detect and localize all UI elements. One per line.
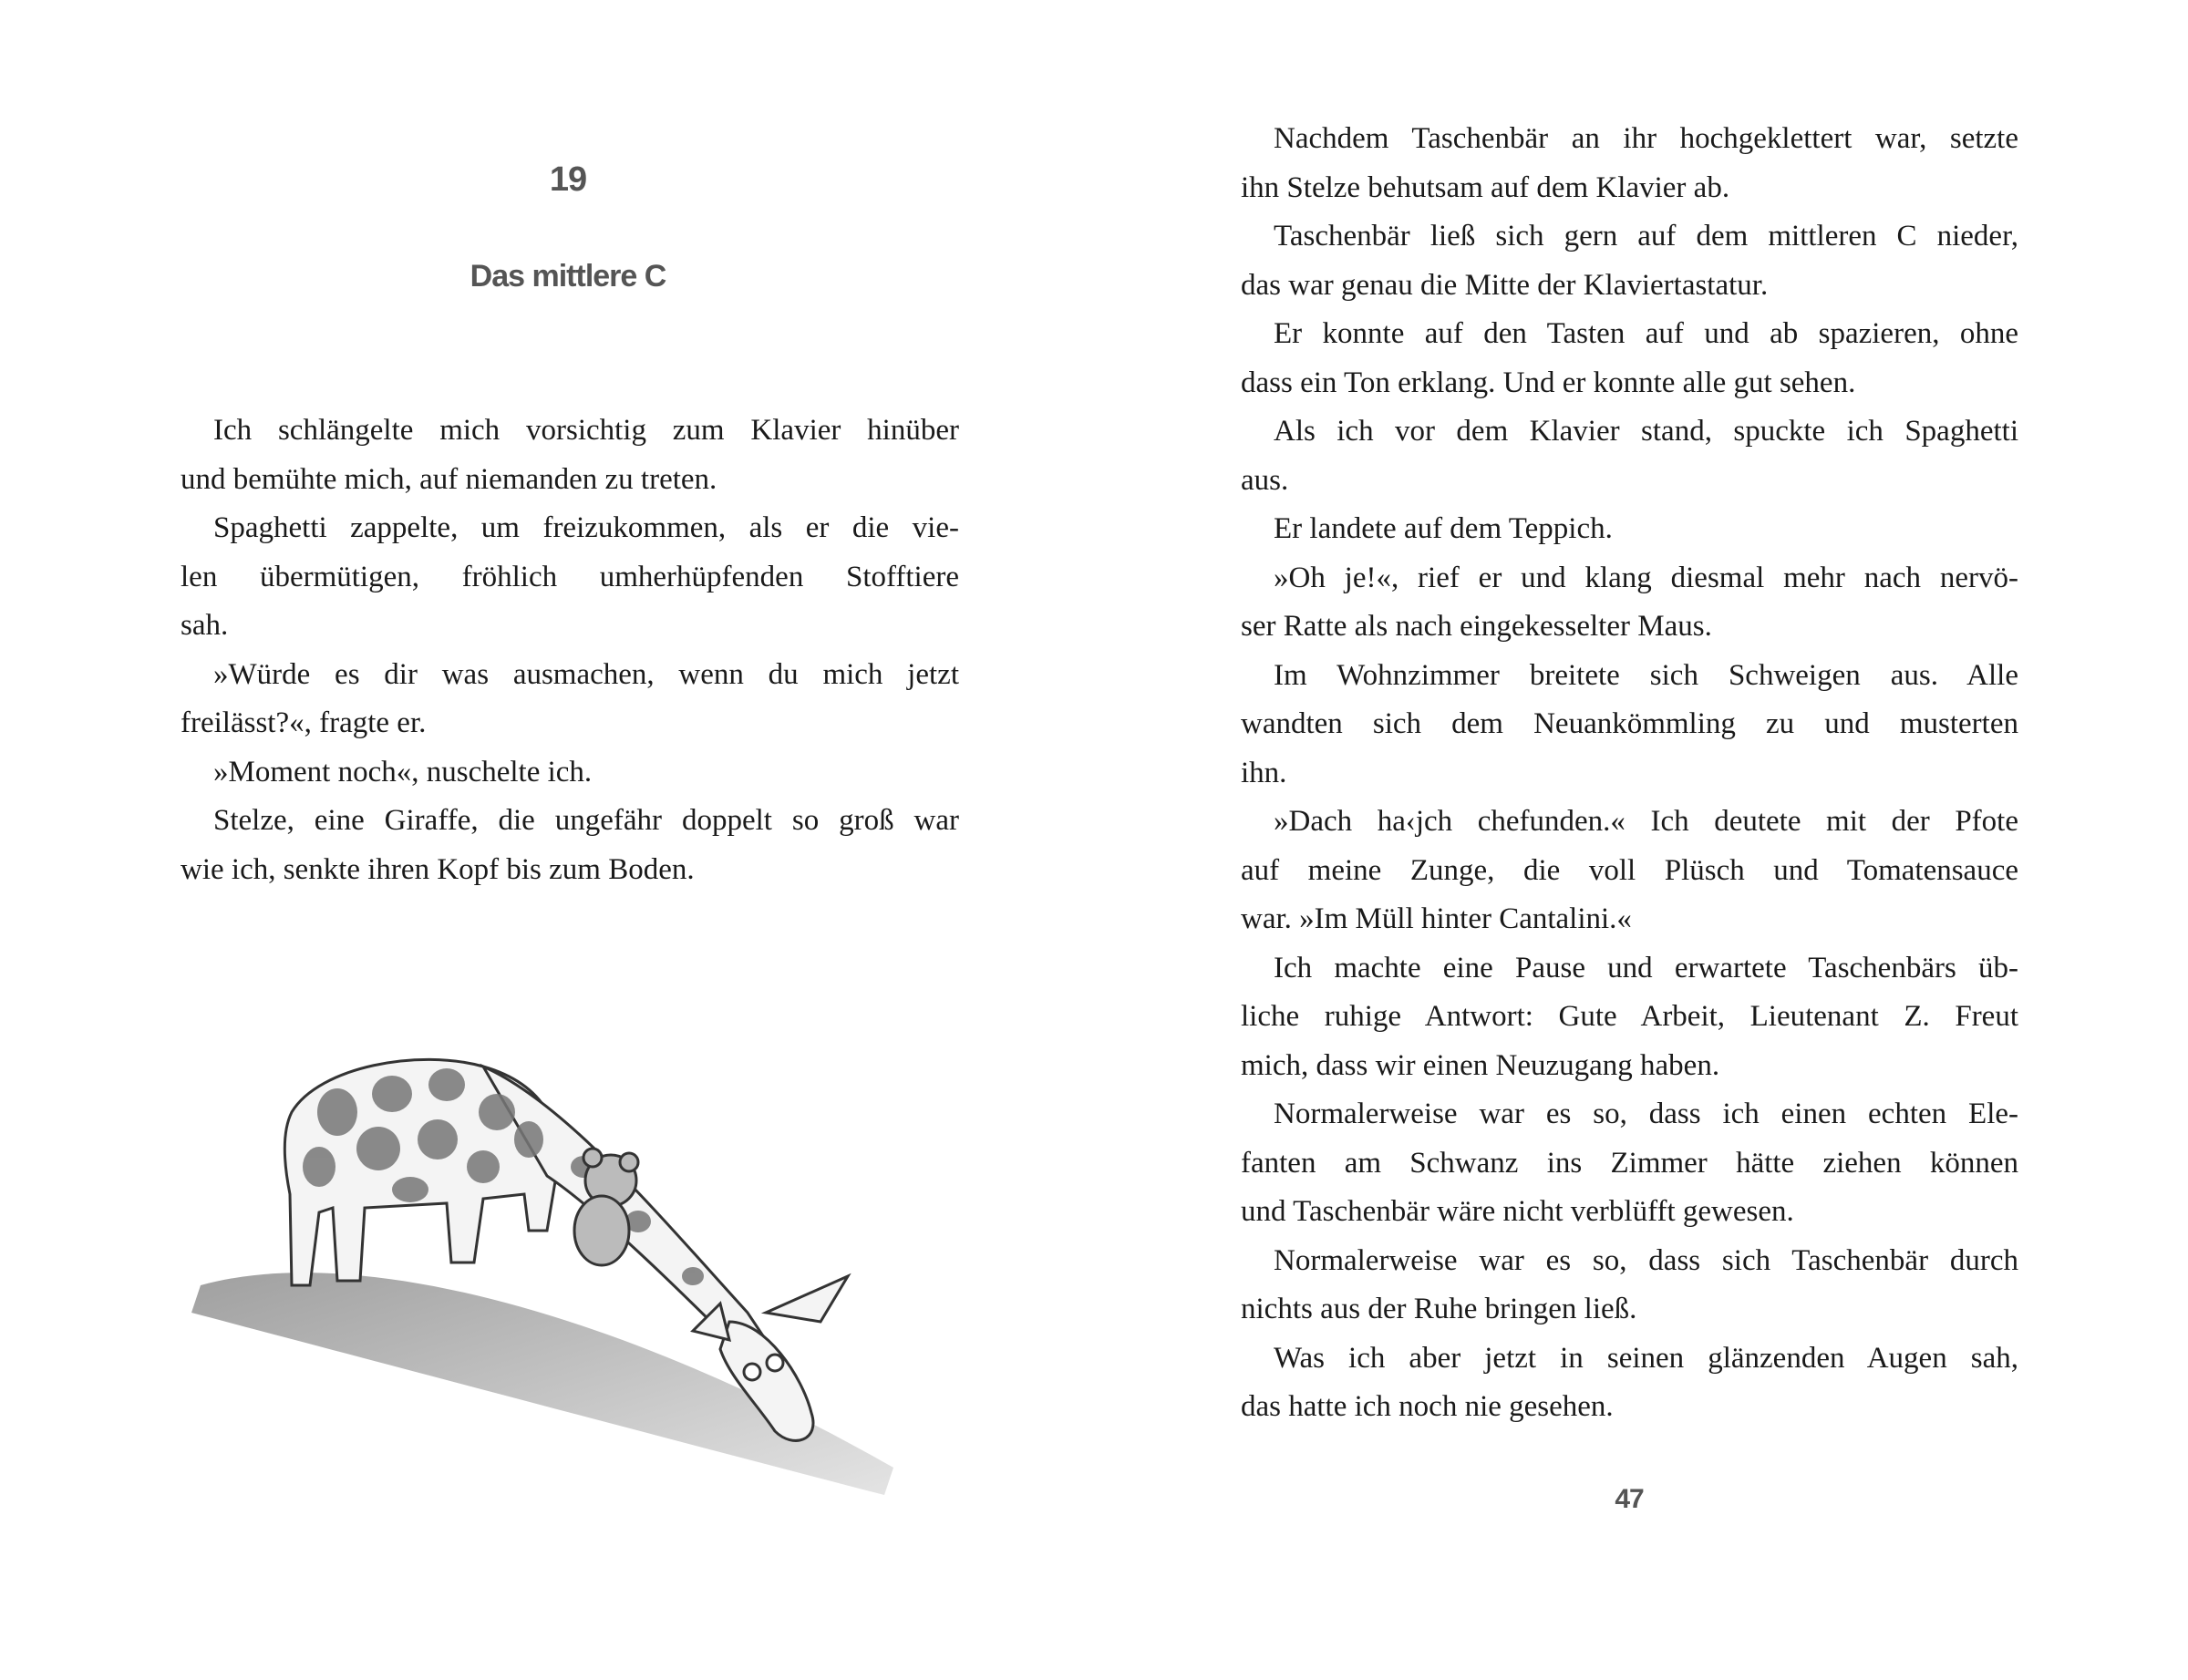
text-line: liche ruhige Antwort: Gute Arbeit, Lieutenant Z. Freut <box>1241 1000 2018 1033</box>
paragraph <box>1241 554 2018 652</box>
text-line: »Würde es dir was ausmachen, wenn du mich jetzt <box>213 657 959 691</box>
text-line: len übermütigen, fröhlich umherhüpfenden Stofftiere <box>181 560 959 593</box>
paragraph <box>181 748 959 798</box>
text-line: und bemühte mich, auf niemanden zu treten. <box>181 462 717 496</box>
text-line: Im Wohnzimmer breitete sich Schweigen aus. Alle <box>1274 658 2018 692</box>
text-line: ihn. <box>1241 756 1287 789</box>
text-line: fanten am Schwanz ins Zimmer hätte ziehen können <box>1241 1146 2018 1180</box>
paragraph <box>1241 310 2018 407</box>
text-line: Ich schlängelte mich vorsichtig zum Klavier hinüber <box>213 414 959 447</box>
text-line: Normalerweise war es so, dass sich Taschenbär durch <box>1274 1243 2018 1277</box>
text-line: »Dach ha‹jch chefunden.« Ich deutete mit der Pfote <box>1274 805 2018 838</box>
text-line: Als ich vor dem Klavier stand, spuckte ich Spaghetti <box>1274 415 2018 448</box>
text-line: Ich machte eine Pause und erwartete Taschenbärs üb- <box>1274 951 2018 984</box>
paragraph <box>181 407 959 504</box>
left-page-body <box>181 407 959 894</box>
text-line: war. »Im Müll hinter Cantalini.« <box>1241 902 1632 935</box>
paragraph <box>1241 944 2018 1091</box>
giraffe-illustration <box>182 1012 912 1504</box>
text-line: und Taschenbär wäre nicht verblüfft gewesen. <box>1241 1195 1794 1228</box>
paragraph <box>1241 505 2018 554</box>
text-line: »Oh je!«, rief er und klang diesmal mehr nach nervö- <box>1274 561 2018 594</box>
text-line: Spaghetti zappelte, um freizukommen, als er die vie- <box>213 511 959 544</box>
text-line: ihn Stelze behutsam auf dem Klavier ab. <box>1241 170 1730 204</box>
paragraph <box>1241 1335 2018 1432</box>
paragraph <box>181 651 959 748</box>
text-line: dass ein Ton erklang. Und er konnte alle gut sehen. <box>1241 366 1856 399</box>
paragraph <box>1241 407 2018 505</box>
text-line: mich, dass wir einen Neuzugang haben. <box>1241 1048 1720 1082</box>
text-line: ser Ratte als nach eingekesselter Maus. <box>1241 610 1712 643</box>
text-line: »Moment noch«, nuschelte ich. <box>213 755 593 788</box>
text-line: das hatte ich noch nie gesehen. <box>1241 1390 1614 1423</box>
right-page <box>1094 0 2188 1680</box>
paragraph <box>1241 1090 2018 1237</box>
chapter-number: 19 <box>549 160 587 199</box>
paragraph <box>181 504 959 651</box>
text-line: wie ich, senkte ihren Kopf bis zum Boden. <box>181 852 695 886</box>
paragraph <box>1241 798 2018 944</box>
text-line: Taschenbär ließ sich gern auf dem mittleren C nieder, <box>1274 220 2018 253</box>
text-line: freilässt?«, fragte er. <box>181 706 427 739</box>
paragraph <box>1241 1237 2018 1335</box>
text-line: nichts aus der Ruhe bringen ließ. <box>1241 1293 1637 1325</box>
text-line: aus. <box>1241 463 1289 497</box>
text-line: wandten sich dem Neuankömmling zu und musterten <box>1241 707 2018 740</box>
paragraph <box>1241 652 2018 799</box>
text-line: Was ich aber jetzt in seinen glänzenden Augen sah, <box>1274 1341 2018 1375</box>
right-page-body <box>1241 115 2018 1432</box>
paragraph <box>181 797 959 894</box>
text-line: das war genau die Mitte der Klaviertastatur. <box>1241 268 1769 302</box>
text-line: sah. <box>181 609 229 642</box>
paragraph <box>1241 115 2018 212</box>
text-line: Stelze, eine Giraffe, die ungefähr doppelt so groß war <box>213 804 959 837</box>
text-line: Normalerweise war es so, dass ich einen echten Ele- <box>1274 1098 2018 1130</box>
text-line: Er konnte auf den Tasten auf und ab spazieren, ohne <box>1274 317 2018 350</box>
chapter-title: Das mittlere C <box>470 259 666 294</box>
text-line: Er landete auf dem Teppich. <box>1274 512 1613 545</box>
text-line: Nachdem Taschenbär an ihr hochgeklettert war, setzte <box>1274 122 2018 155</box>
paragraph <box>1241 212 2018 310</box>
text-line: auf meine Zunge, die voll Plüsch und Tomatensauce <box>1241 853 2018 887</box>
page-number: 47 <box>1615 1484 1644 1514</box>
